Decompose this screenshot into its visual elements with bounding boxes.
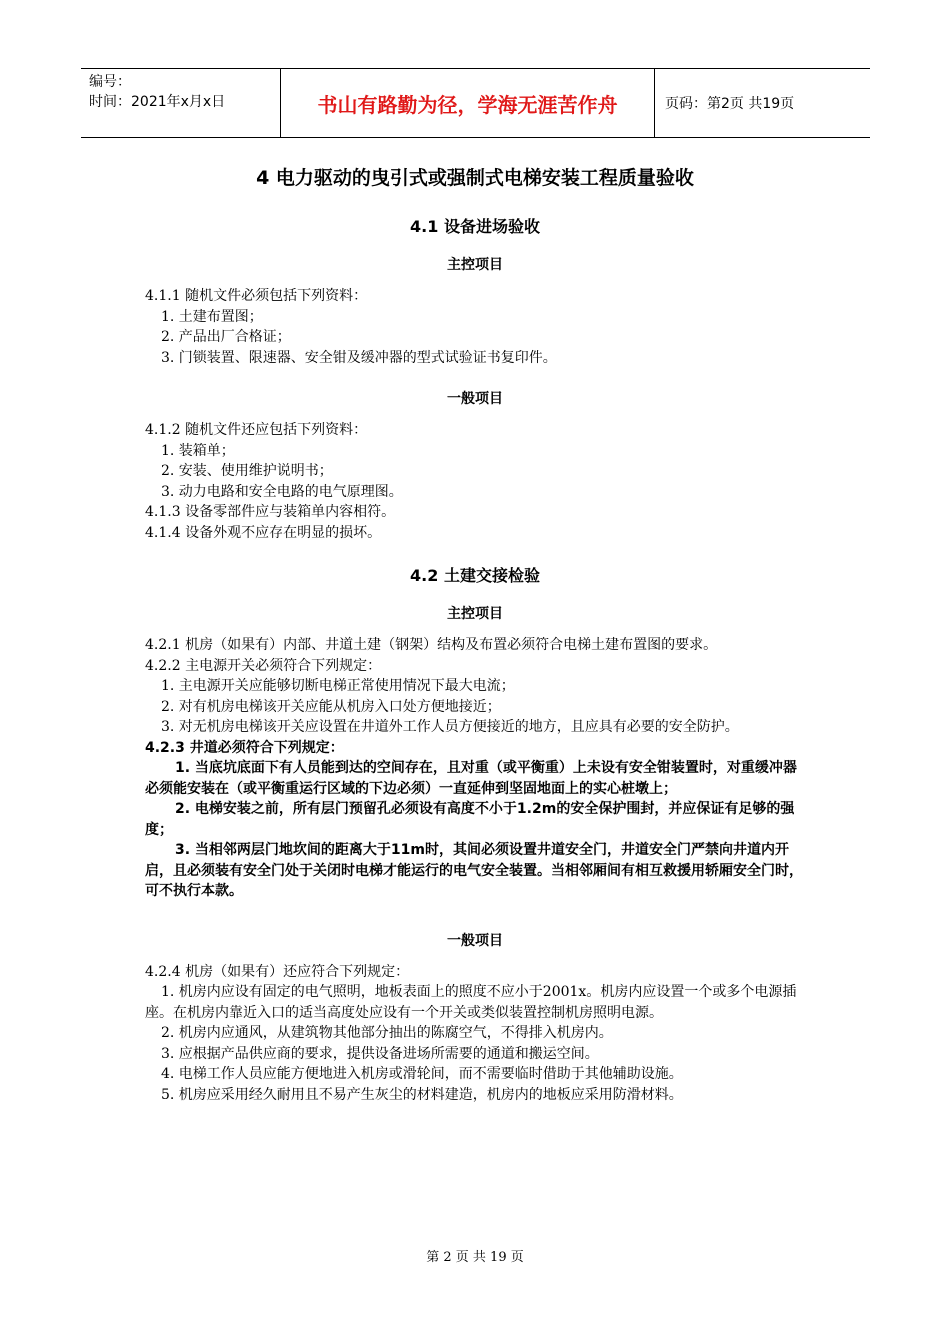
clause-4-2-2: 4.2.2 主电源开关必须符合下列规定： <box>145 657 382 674</box>
list-item: 1. 机房内应设有固定的电气照明，地板表面上的照度不应小于2001x。机房内应设置一个或多个电源插座。在机房内靠近入口的适当高度处应设有一个开关或类似装置控制机房照明电源。 <box>145 984 797 1021</box>
section-4-2-heading: 4.2 土建交接检验 <box>410 566 540 585</box>
clause-4-1-1: 4.1.1 随机文件必须包括下列资料： <box>145 288 368 304</box>
clause-4-1-3: 4.1.3 设备零部件应与装箱单内容相符。 <box>145 504 396 520</box>
clause-4-1-4: 4.1.4 设备外观不应存在明显的损坏。 <box>145 524 382 541</box>
list-item: 1. 土建布置图； <box>161 308 263 325</box>
clause-4-2-4: 4.2.4 机房（如果有）还应符合下列规定： <box>145 963 410 980</box>
general-items-heading: 一般项目 <box>447 932 503 949</box>
list-item: 3. 应根据产品供应商的要求，提供设备进场所需要的通道和搬运空间。 <box>161 1045 599 1062</box>
list-item: 1. 装箱单； <box>161 442 235 459</box>
list-item: 2. 对有机房电梯该开关应能从机房入口处方便地接近； <box>161 698 501 715</box>
general-items-heading: 一般项目 <box>447 391 503 407</box>
list-item: 3. 门锁装置、限速器、安全钳及缓冲器的型式试验证书复印件。 <box>161 349 557 366</box>
chapter-title: 4 电力驱动的曳引式或强制式电梯安装工程质量验收 <box>256 167 694 189</box>
date-label: 时间：2021年x月x日 <box>89 94 226 110</box>
header-page-info: 页码：第2页 共19页 <box>665 96 795 112</box>
main-items-heading: 主控项目 <box>447 257 503 273</box>
page-header <box>81 68 870 138</box>
section-4-1-heading: 4.1 设备进场验收 <box>410 217 540 236</box>
clause-4-2-1: 4.2.1 机房（如果有）内部、井道土建（钢架）结构及布置必须符合电梯土建布置图的要求。 <box>145 637 718 653</box>
page-footer: 第 2 页 共 19 页 <box>426 1250 524 1265</box>
list-item: 2. 电梯安装之前，所有层门预留孔必须设有高度不小于1.2m的安全保护围封，并应保证有足够的强度； <box>145 801 795 838</box>
header-meta <box>81 69 281 137</box>
list-item: 3. 对无机房电梯该开关应设置在井道外工作人员方便接近的地方，且应具有必要的安全防护。 <box>161 719 739 735</box>
list-item: 1. 主电源开关应能够切断电梯正常使用情况下最大电流； <box>161 678 515 694</box>
list-item: 2. 机房内应通风，从建筑物其他部分抽出的陈腐空气，不得排入机房内。 <box>161 1025 613 1041</box>
list-item: 3. 动力电路和安全电路的电气原理图。 <box>161 483 403 500</box>
number-label: 编号： <box>89 74 131 90</box>
clause-4-2-3: 4.2.3 井道必须符合下列规定： <box>145 739 344 756</box>
list-item: 2. 安装、使用维护说明书； <box>161 463 333 479</box>
list-item: 2. 产品出厂合格证； <box>161 329 291 345</box>
list-item: 1. 当底坑底面下有人员能到达的空间存在，且对重（或平衡重）上未设有安全钳装置时，对重缓冲器必须能安装在（或平衡重运行区域的下边必须）一直延伸到坚固地面上的实心桩墩上； <box>145 760 797 797</box>
document-body <box>145 150 805 1105</box>
header-motto: 书山有路勤为径，学海无涯苦作舟 <box>281 69 655 137</box>
main-items-heading: 主控项目 <box>447 606 503 622</box>
list-item: 5. 机房应采用经久耐用且不易产生灰尘的材料建造，机房内的地板应采用防滑材料。 <box>161 1086 683 1103</box>
list-item: 4. 电梯工作人员应能方便地进入机房或滑轮间，而不需要临时借助于其他辅助设施。 <box>161 1066 683 1082</box>
list-item: 3. 当相邻两层门地坎间的距离大于11m时，其间必须设置井道安全门，井道安全门严禁向井道内开启，且必须装有安全门处于关闭时电梯才能运行的电气安全装置。当相邻厢间有相互救援用轿厢安全门时，可不执行本款。 <box>145 842 803 899</box>
clause-4-1-2: 4.1.2 随机文件还应包括下列资料： <box>145 422 368 438</box>
